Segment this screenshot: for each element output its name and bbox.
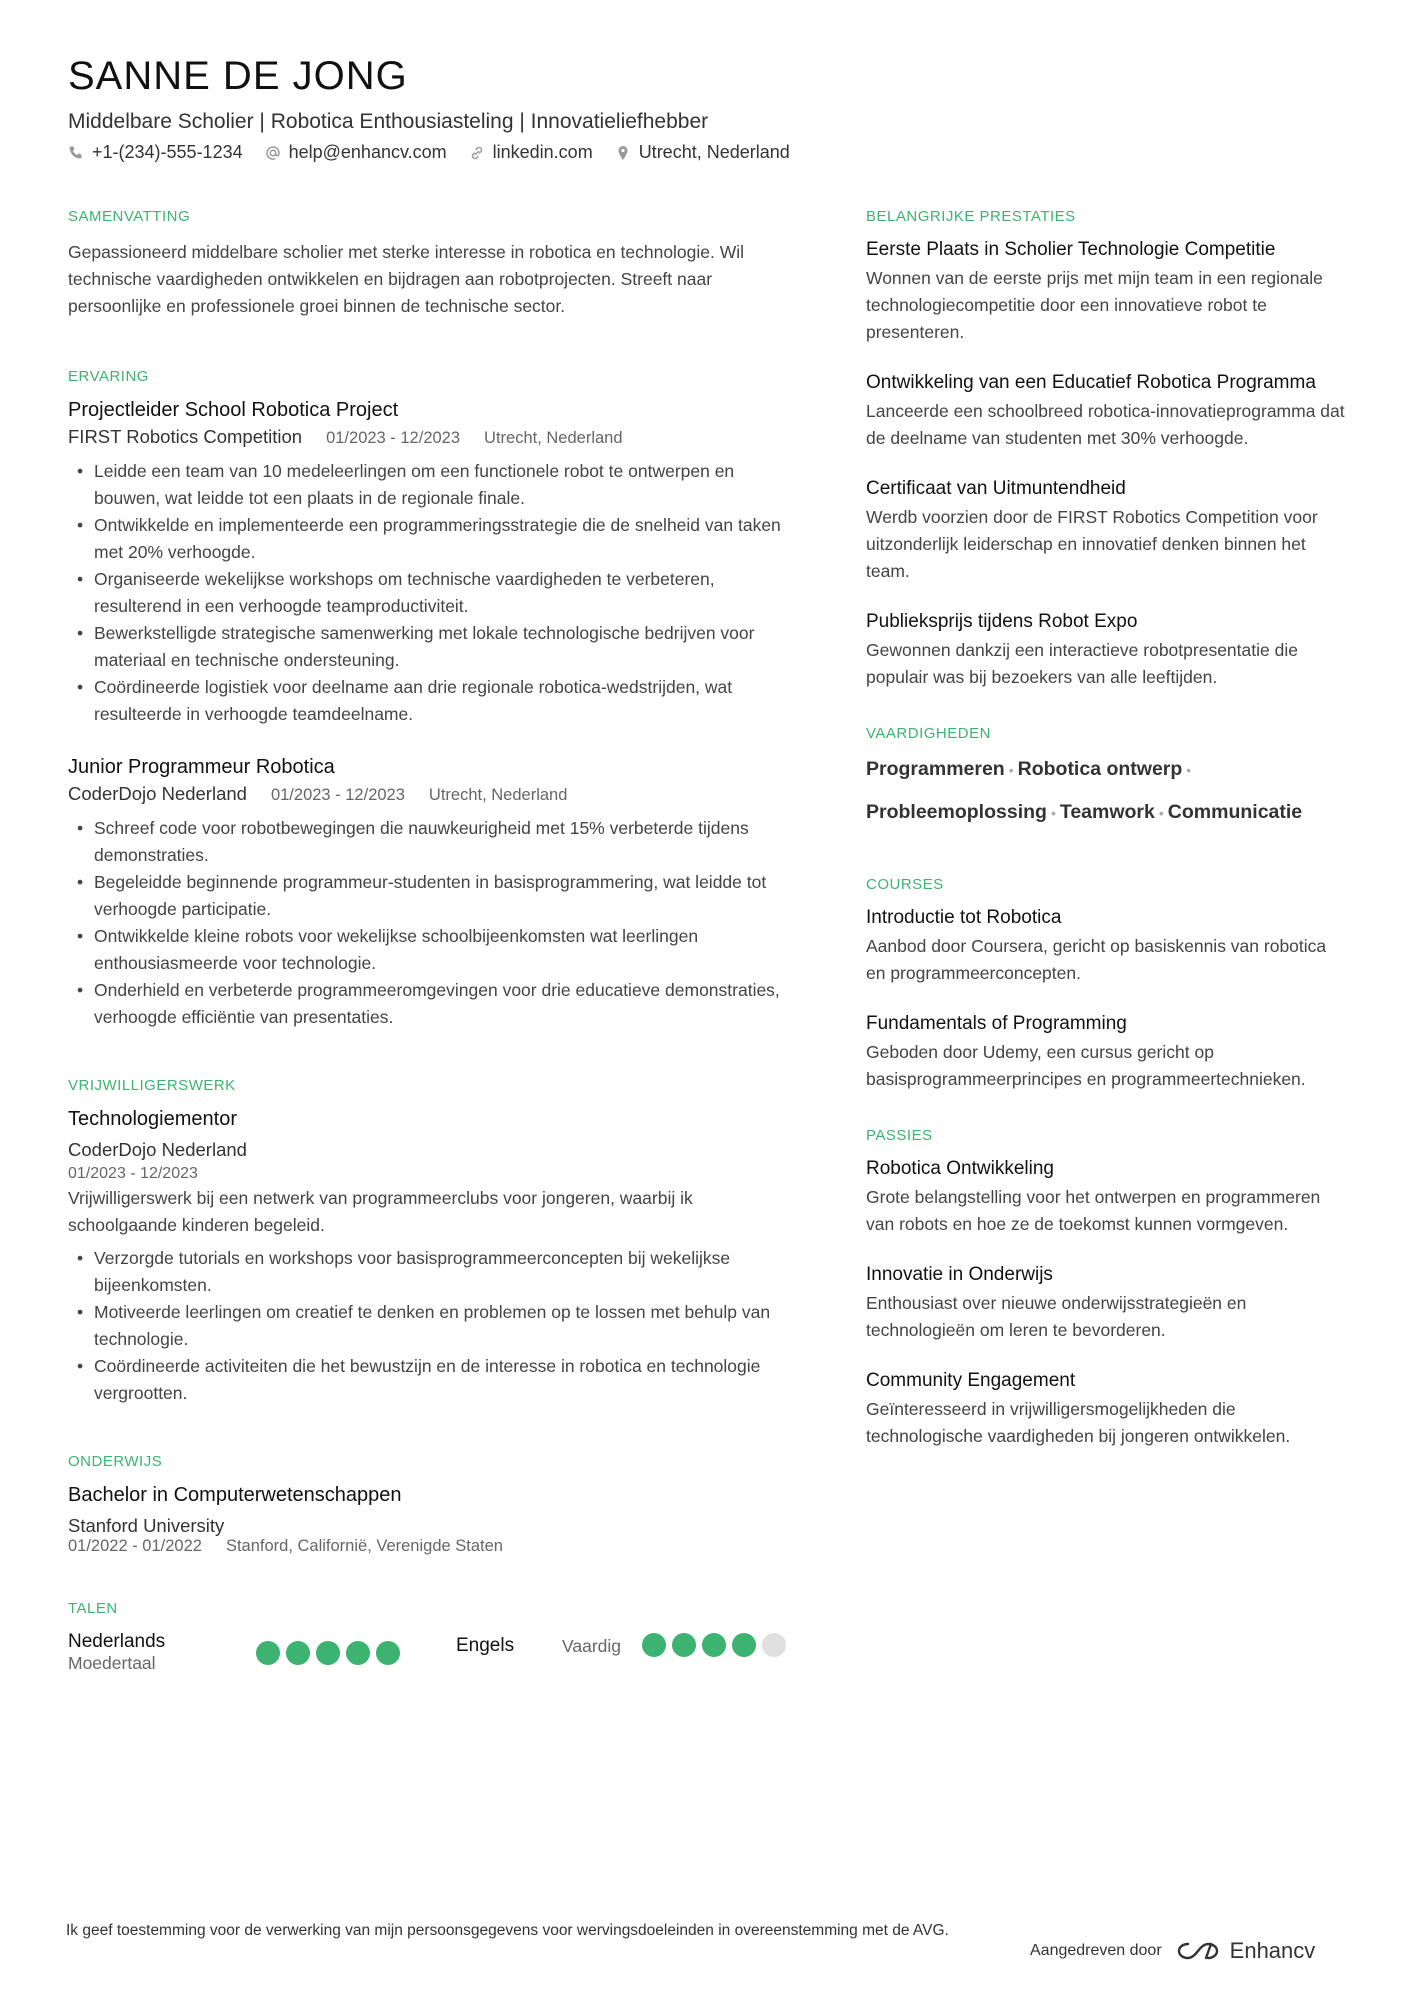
- phone-text: +1-(234)-555-1234: [92, 142, 243, 162]
- rating-dot-filled: [346, 1641, 370, 1665]
- passion-item: [866, 1370, 1346, 1450]
- phone-icon: [68, 145, 84, 161]
- at-icon: [265, 145, 281, 161]
- location-pin-icon: [615, 145, 631, 161]
- language-item: [68, 1631, 165, 1674]
- contact-bar: [68, 142, 790, 163]
- contact-location: [615, 142, 790, 163]
- rating-dot-filled: [672, 1633, 696, 1657]
- rating-dot-filled: [256, 1641, 280, 1665]
- consent-text: Ik geef toestemming voor de verwerking van mijn persoonsgegevens voor wervingsdoeleinden in overeenstemming met de AVG.: [66, 1922, 949, 1939]
- volunteer-heading: VRIJWILLIGERSWERK: [68, 1077, 236, 1094]
- experience-dates: 01/2023 - 12/2023: [326, 429, 461, 447]
- bullet-item: • Ontwikkelde kleine robots voor wekelijkse schoolbijeenkomsten wat leerlingen enthousiasmeerde voor technologie.: [68, 923, 788, 977]
- languages-section: [68, 1600, 788, 1691]
- achievement-item: [866, 372, 1346, 452]
- volunteer-role: Technologiementor: [68, 1108, 237, 1130]
- email-text: help@enhancv.com: [288, 142, 447, 162]
- education-location: Stanford, Californië, Verenigde Staten: [225, 1537, 503, 1555]
- experience-location: Utrecht, Nederland: [428, 786, 568, 804]
- rating-dot-filled: [376, 1641, 400, 1665]
- course-item: [866, 1013, 1346, 1093]
- enhancv-logo-icon: [1176, 1940, 1222, 1962]
- education-school: Stanford University: [68, 1515, 225, 1536]
- passion-title: Community Engagement: [866, 1370, 1076, 1391]
- experience-meta: [68, 783, 788, 805]
- course-text: Geboden door Udemy, een cursus gericht op basisprogrammeerprincipes en programmeertechnieken.: [866, 1042, 1306, 1089]
- skill-item: Probleemoplossing: [866, 801, 1047, 823]
- skills-section: [866, 725, 1346, 834]
- bullet-item: • Ontwikkelde en implementeerde een programmeringsstrategie die de snelheid van taken met 20% verhoogde.: [68, 512, 788, 566]
- link-icon: [469, 145, 485, 161]
- passions-section: [866, 1127, 1346, 1450]
- summary-text: Gepassioneerd middelbare scholier met sterke interesse in robotica en technologie. Wil technische vaardigheden ontwikkelen en bijdragen aan robotprojecten. Streeft naar persoonlijke en professionele groei binnen de technische sector.: [68, 242, 745, 316]
- experience-role: Junior Programmeur Robotica: [68, 756, 335, 778]
- experience-role: Projectleider School Robotica Project: [68, 399, 399, 421]
- experience-item: [68, 756, 788, 1031]
- location-text: Utrecht, Nederland: [638, 142, 790, 162]
- achievement-text: Werdb voorzien door de FIRST Robotics Competition voor uitzonderlijk leiderschap en innovatief denken binnen het team.: [866, 507, 1318, 581]
- right-column: [866, 208, 1346, 1476]
- rating-dot-empty: [762, 1633, 786, 1657]
- rating-dot-filled: [642, 1633, 666, 1657]
- candidate-title: Middelbare Scholier | Robotica Enthousiasteling | Innovatieliefhebber: [68, 110, 709, 133]
- passion-item: [866, 1264, 1346, 1344]
- bullet-item: • Begeleidde beginnende programmeur-studenten in basisprogrammering, wat leidde tot verhoogde participatie.: [68, 869, 788, 923]
- rating-dot-filled: [732, 1633, 756, 1657]
- passion-title: Robotica Ontwikkeling: [866, 1158, 1054, 1179]
- bullet-item: • Leidde een team van 10 medeleerlingen om een functionele robot te ontwerpen en bouwen, wat leidde tot een plaats in de regionale finale.: [68, 458, 788, 512]
- skill-item: Communicatie: [1167, 801, 1303, 823]
- powered-by-label: Aangedreven door: [1030, 1942, 1162, 1959]
- passion-text: Enthousiast over nieuwe onderwijsstrategieën en technologieën om leren te bevorderen.: [866, 1293, 1247, 1340]
- languages-row: [68, 1631, 788, 1691]
- bullet-item: • Schreef code voor robotbewegingen die nauwkeurigheid met 15% verbeterde tijdens demonstraties.: [68, 815, 788, 869]
- experience-item: [68, 399, 788, 728]
- passion-text: Grote belangstelling voor het ontwerpen en programmeren van robots en hoe ze de toekomst kunnen vormgeven.: [866, 1187, 1321, 1234]
- achievements-heading: BELANGRIJKE PRESTATIES: [866, 208, 1076, 225]
- skill-item: Teamwork: [1059, 801, 1155, 823]
- bullet-item: • Organiseerde wekelijkse workshops om technische vaardigheden te verbeteren, resulterend in een verhoogde teamproductiviteit.: [68, 566, 788, 620]
- education-section: [68, 1453, 788, 1556]
- volunteer-dates: 01/2023 - 12/2023: [68, 1165, 198, 1182]
- achievement-title: Certificaat van Uitmuntendheid: [866, 478, 1126, 499]
- experience-location: Utrecht, Nederland: [484, 429, 623, 447]
- courses-section: [866, 876, 1346, 1093]
- achievement-item: [866, 239, 1346, 346]
- experience-meta: [68, 426, 788, 448]
- passion-item: [866, 1158, 1346, 1238]
- language-name: Engels: [456, 1635, 515, 1656]
- language-name: Nederlands: [68, 1631, 166, 1652]
- contact-phone: [68, 142, 243, 163]
- rating-dot-filled: [286, 1641, 310, 1665]
- education-degree: Bachelor in Computerwetenschappen: [68, 1484, 402, 1506]
- skill-item: Robotica ontwerp: [1017, 758, 1183, 780]
- experience-org: CoderDojo Nederland: [68, 783, 247, 804]
- bullet-item: • Bewerkstelligde strategische samenwerking met lokale technologische bedrijven voor materiaal en technische ondersteuning.: [68, 620, 788, 674]
- course-title: Introductie tot Robotica: [866, 907, 1062, 928]
- bullet-item: • Onderhield en verbeterde programmeeromgevingen voor drie educatieve demonstraties, verhoogde efficiëntie van presentaties.: [68, 977, 788, 1031]
- brand-name: Enhancv: [1229, 1938, 1316, 1963]
- passion-text: Geïnteresseerd in vrijwilligersmogelijkheden die technologische vaardigheden bij jongeren ontwikkelen.: [866, 1399, 1291, 1446]
- courses-heading: COURSES: [866, 876, 944, 893]
- languages-heading: TALEN: [68, 1600, 118, 1617]
- skills-list: Programmeren • Robotica ontwerp • Probleemoplossing • Teamwork • Communicatie: [866, 758, 1303, 823]
- powered-by: [1030, 1938, 1315, 1964]
- course-item: [866, 907, 1346, 987]
- brand-logo[interactable]: [1176, 1938, 1316, 1964]
- bullet-item: • Verzorgde tutorials en workshops voor basisprogrammeerconcepten bij wekelijkse bijeenkomsten.: [68, 1245, 788, 1299]
- experience-org: FIRST Robotics Competition: [68, 426, 303, 447]
- bullet-item: • Motiveerde leerlingen om creatief te denken en problemen op te lossen met behulp van technologie.: [68, 1299, 788, 1353]
- achievement-item: [866, 611, 1346, 691]
- experience-dates: 01/2023 - 12/2023: [270, 786, 405, 804]
- passions-heading: PASSIES: [866, 1127, 933, 1144]
- volunteer-description: Vrijwilligerswerk bij een netwerk van programmeerclubs voor jongeren, waarbij ik schoolgaande kinderen begeleid.: [68, 1188, 693, 1235]
- summary-section: [68, 208, 788, 320]
- language-level: Vaardig: [562, 1636, 622, 1656]
- contact-linkedin[interactable]: [469, 142, 593, 163]
- bullet-item: • Coördineerde logistiek voor deelname aan drie regionale robotica-wedstrijden, wat resulteerde in verhoogde teamdeelname.: [68, 674, 788, 728]
- achievement-title: Ontwikkeling van een Educatief Robotica Programma: [866, 372, 1316, 393]
- left-column: [68, 208, 788, 1691]
- skill-item: Programmeren: [866, 758, 1005, 780]
- candidate-name: SANNE DE JONG: [68, 54, 408, 98]
- education-heading: ONDERWIJS: [68, 1453, 163, 1470]
- achievement-text: Wonnen van de eerste prijs met mijn team in een regionale technologiecompetitie door een innovatieve robot te presenteren.: [866, 268, 1323, 342]
- contact-email[interactable]: [265, 142, 447, 163]
- passion-title: Innovatie in Onderwijs: [866, 1264, 1053, 1285]
- achievement-title: Eerste Plaats in Scholier Technologie Competitie: [866, 239, 1276, 260]
- experience-heading: ERVARING: [68, 368, 149, 385]
- language-rating: [642, 1633, 786, 1657]
- education-meta: [68, 1537, 788, 1556]
- language-level: Moedertaal: [68, 1653, 156, 1673]
- achievement-title: Publieksprijs tijdens Robot Expo: [866, 611, 1138, 632]
- summary-heading: SAMENVATTING: [68, 208, 191, 225]
- course-title: Fundamentals of Programming: [866, 1013, 1127, 1034]
- achievement-text: Lanceerde een schoolbreed robotica-innovatieprogramma dat de deelname van studenten met 30% verhoogde.: [866, 401, 1345, 448]
- bullet-item: • Coördineerde activiteiten die het bewustzijn en de interesse in robotica en technologie vergrootten.: [68, 1353, 788, 1407]
- volunteer-bullets: [68, 1245, 788, 1407]
- volunteer-section: [68, 1077, 788, 1407]
- education-dates: 01/2022 - 01/2022: [68, 1537, 202, 1555]
- experience-section: [68, 368, 788, 1031]
- linkedin-text: linkedin.com: [492, 142, 593, 162]
- achievement-item: [866, 478, 1346, 585]
- language-rating: [256, 1641, 400, 1665]
- skills-heading: VAARDIGHEDEN: [866, 725, 991, 742]
- rating-dot-filled: [316, 1641, 340, 1665]
- rating-dot-filled: [702, 1633, 726, 1657]
- volunteer-org: CoderDojo Nederland: [68, 1139, 247, 1160]
- achievements-section: [866, 208, 1346, 691]
- experience-bullets: [68, 458, 788, 728]
- course-text: Aanbod door Coursera, gericht op basiskennis van robotica en programmeerconcepten.: [866, 936, 1327, 983]
- experience-bullets: [68, 815, 788, 1031]
- achievement-text: Gewonnen dankzij een interactieve robotpresentatie die populair was bij bezoekers van alle leeftijden.: [866, 640, 1298, 687]
